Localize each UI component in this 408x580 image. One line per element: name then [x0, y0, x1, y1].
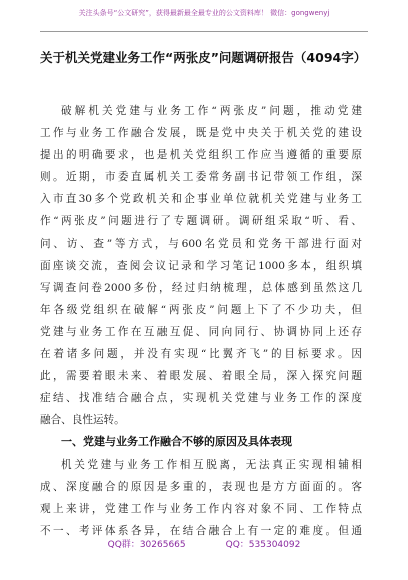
qq-number: 535304092: [248, 540, 301, 550]
header-divider: [40, 31, 368, 32]
text-line: 融合、良性运转。: [40, 414, 125, 427]
text-line: 入市直30多个党政机关和企事业单位就机关党建与业务工: [40, 193, 362, 206]
qq-group-number: 30265665: [139, 540, 186, 550]
section-heading: 一、党建与业务工作融合不够的原因及具体表现: [61, 435, 292, 449]
document-title: 关于机关党建业务工作“两张皮”问题调研报告（4094字）: [40, 50, 367, 65]
paragraph-2: [40, 454, 362, 542]
text-line: 破解机关党建与业务工作“两张皮”问题，推动党建: [61, 105, 362, 117]
qq-group-label: QQ群：: [107, 540, 140, 550]
text-line: 提出的明确要求，也是机关党组织工作应当遵循的重要原: [40, 149, 362, 162]
text-line: 作“两张皮”问题进行了专题调研。调研组采取“听、看、: [40, 215, 362, 228]
header-banner: 关注头条号“公文研究”，获得最新最全最专业的公文资料库！ 微信：gongwenyj: [78, 9, 330, 17]
text-line: 问、访、查”等方式，与600名党员和党务干部进行面对: [40, 237, 362, 250]
document-body: [40, 100, 362, 542]
text-line: 机关党建与业务工作相互脱离，无法真正实现相辅相: [61, 458, 362, 471]
footer-contact: [0, 537, 408, 550]
text-line: 党建与业务工作在互融互促、同向同行、协调协同上还存: [40, 325, 362, 338]
text-line: 工作与业务工作融合发展，既是党中央关于机关党的建设: [40, 127, 362, 140]
text-line: 不一、考评体系各异，在结合融合上有一定的难度。但通: [40, 524, 362, 537]
text-line: 写调查问卷2000多份，经过归纳梳理，总体感到虽然这几: [40, 281, 362, 294]
text-line: 年各级党组织在破解“两张皮”问题上下了不少功夫，但: [40, 303, 362, 316]
text-line: 症结、找准结合融合点，实现机关党建与业务工作的深度: [40, 392, 362, 405]
text-line: 面座谈交流，查阅会议记录和学习笔记1000多本，组织填: [40, 259, 362, 272]
paragraph-1: [40, 100, 362, 431]
text-line: 成、深度融合的原因是多重的，表现也是方方面面的。客: [40, 480, 362, 493]
text-line: 观上来讲，党建工作与业务工作内容对象不同、工作特点: [40, 502, 362, 515]
text-line: 此，需要着眼未来、着眼发展、着眼全局，深入探究问题: [40, 370, 362, 383]
text-line: 在着诸多问题，并没有实现“比翼齐飞”的目标要求。因: [40, 348, 362, 361]
text-line: 则。近期，市委直属机关工委常务副书记带领工作组，深: [40, 171, 362, 184]
qq-label: QQ：: [225, 540, 249, 550]
